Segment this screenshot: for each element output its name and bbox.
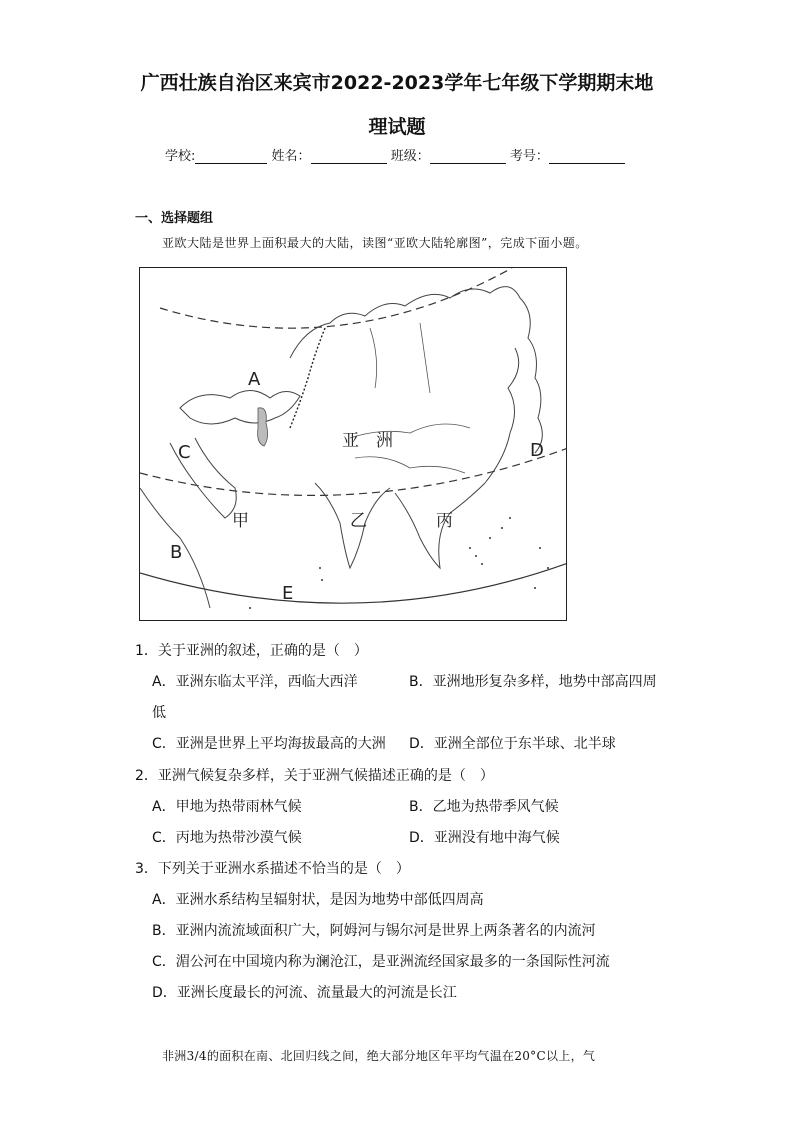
question-3-option-d[interactable]: D．亚洲长度最长的河流、流量最大的河流是长江 [152,985,457,1001]
name-blank[interactable] [311,149,387,164]
question-1-option-a[interactable]: A．亚洲东临太平洋，西临大西洋 [152,674,358,690]
eurasia-outline-map [139,267,567,621]
question-2-option-d[interactable]: D．亚洲没有地中海气候 [409,830,560,846]
section-heading: 一、选择题组 [135,211,214,226]
name-label: 姓名： [271,149,311,164]
page-title-line1: 广西壮族自治区来宾市2022-2023学年七年级下学期期末地 [140,72,654,94]
north-coast [290,287,542,453]
map-label-jia: 甲 [232,511,249,531]
question-3-option-b[interactable]: B．亚洲内流流域面积广大，阿姆河与锡尔河是世界上两条著名的内流河 [152,923,596,939]
question-3-option-c[interactable]: C．湄公河在中国境内称为澜沧江，是亚洲流经国家最多的一条国际性河流 [152,954,610,970]
map-label-b: B [170,542,183,563]
question-1-option-b-continued: 低 [152,705,166,721]
question-3-stem: 3．下列关于亚洲水系描述不恰当的是（ ） [135,861,410,877]
river-ob [370,328,377,388]
question-1-option-d[interactable]: D．亚洲全部位于东半球、北半球 [409,736,616,752]
ural-mountains [290,328,325,428]
number-label: 考号： [509,149,549,164]
map-label-c: C [178,442,191,463]
page-title-line2: 理试题 [368,116,426,138]
question-1-stem: 1．关于亚洲的叙述，正确的是（ ） [135,643,368,659]
map-label-asia: 亚 洲 [342,431,393,451]
question-2-option-b[interactable]: B．乙地为热带季风气候 [409,799,559,815]
map-label-bing: 丙 [436,511,453,531]
question-3-option-a[interactable]: A．亚洲水系结构呈辐射状，是因为地势中部低四周高 [152,892,484,908]
student-info-line [165,145,625,164]
school-label: 学校: [165,149,196,164]
section-intro: 亚欧大陆是世界上面积最大的大陆，读图“亚欧大陆轮廓图”，完成下面小题。 [162,236,588,250]
east-asia-coast [485,348,519,483]
question-2-stem: 2．亚洲气候复杂多样，关于亚洲气候描述正确的是（ ） [135,768,494,784]
equator-line [140,563,567,603]
map-label-yi: 乙 [350,511,367,531]
europe-coast [180,391,300,425]
question-1-option-c[interactable]: C．亚洲是世界上平均海拔最高的大洲 [152,736,386,752]
question-1-option-b[interactable]: B．亚洲地形复杂多样，地势中部高四周 [409,674,657,690]
number-blank[interactable] [549,149,625,164]
map-drawing [140,268,567,621]
question-2-option-c[interactable]: C．丙地为热带沙漠气候 [152,830,302,846]
map-label-e: E [282,583,294,604]
map-label-d: D [530,440,544,461]
school-blank[interactable] [195,149,267,164]
island-dots [249,517,549,609]
next-section-intro: 非洲3/4的面积在南、北回归线之间，绝大部分地区年平均气温在20°C以上，气 [162,1049,596,1063]
river-yenisei [420,323,430,393]
arctic-circle-line [160,268,512,328]
river-himalaya [355,457,465,473]
question-2-option-a[interactable]: A．甲地为热带雨林气候 [152,799,302,815]
class-label: 班级： [390,149,430,164]
caspian-sea [258,408,268,446]
map-label-a: A [248,369,261,390]
class-blank[interactable] [430,149,506,164]
